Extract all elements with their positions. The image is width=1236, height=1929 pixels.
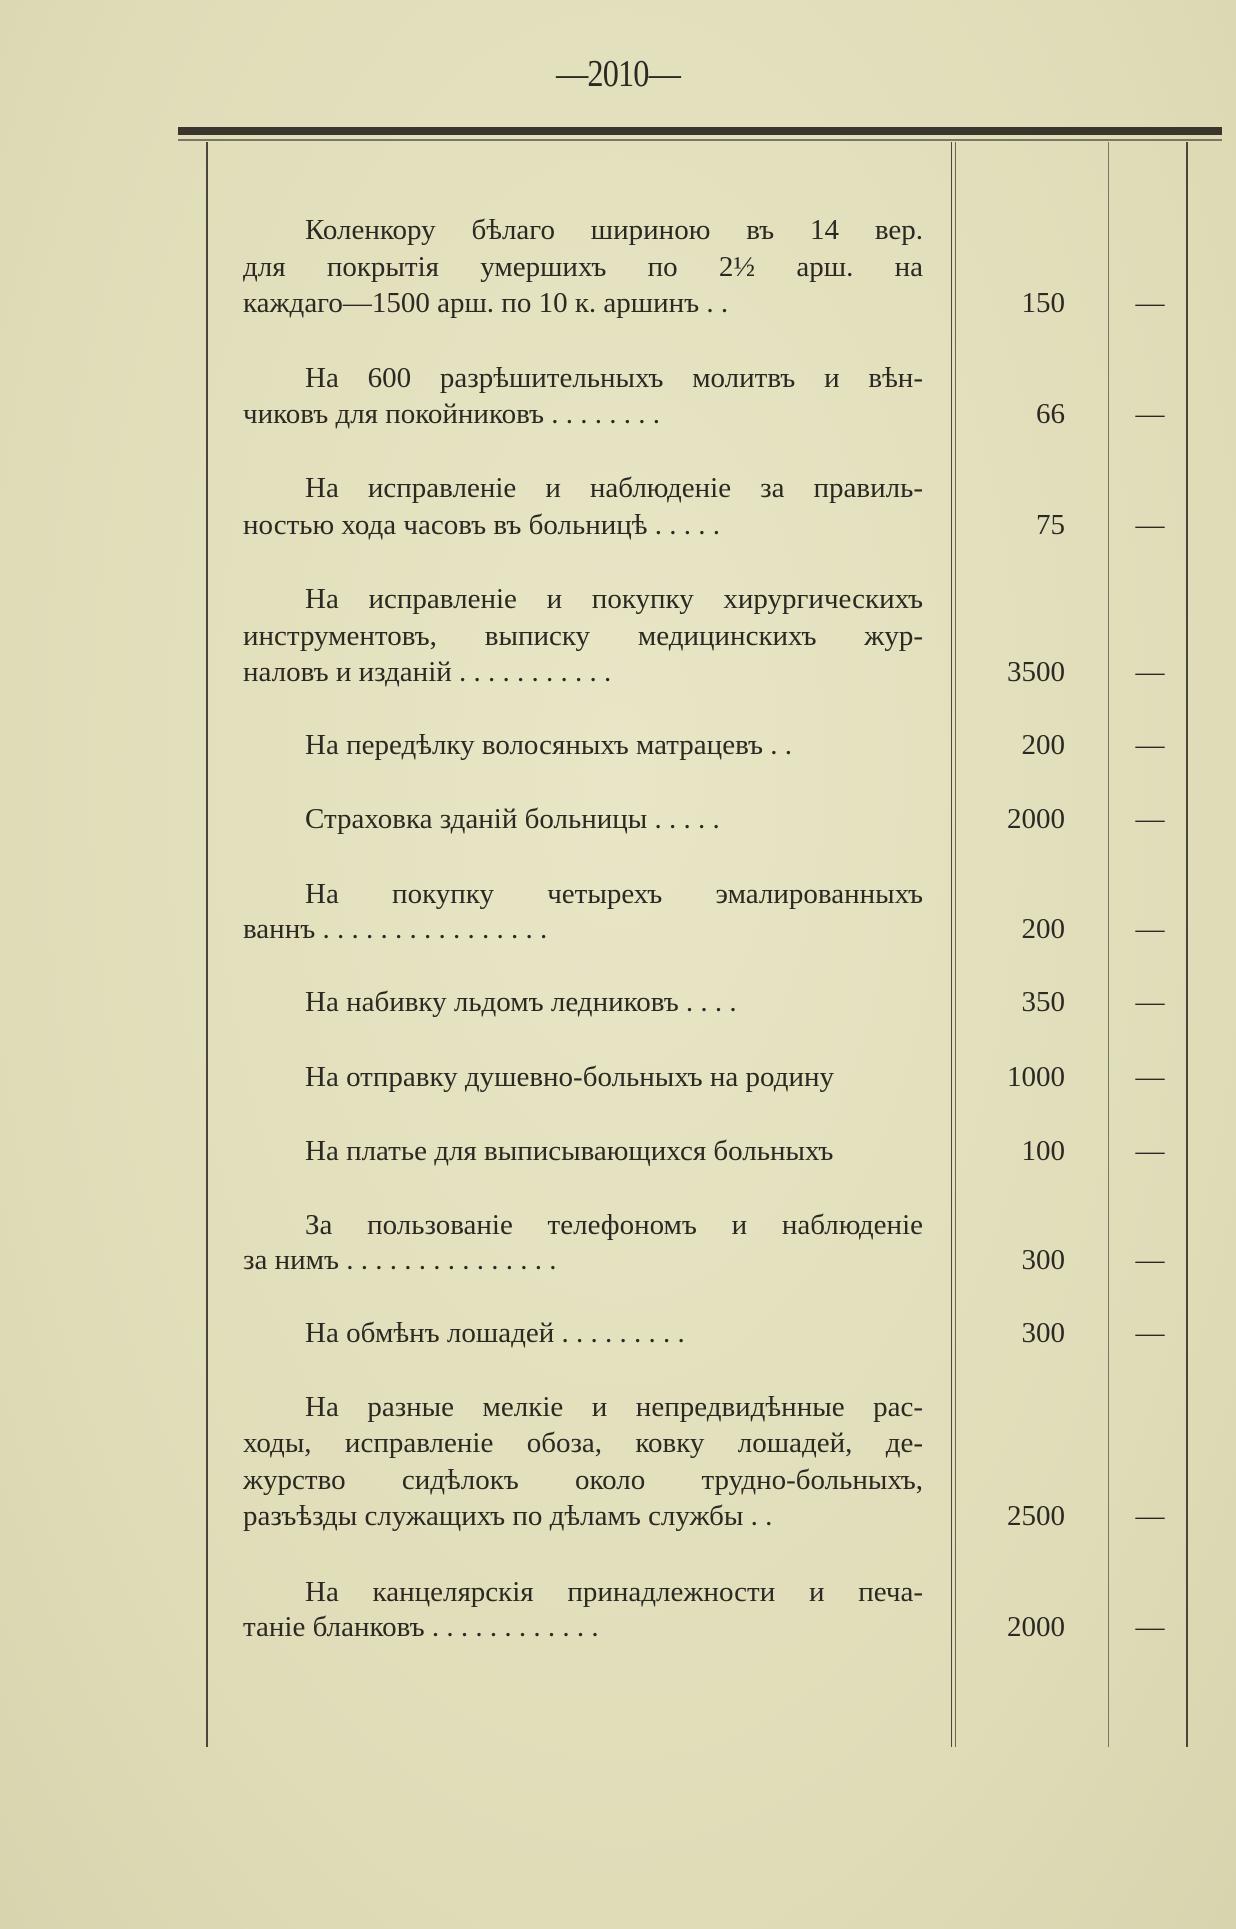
item-text-line: чиковъ для покойниковъ . . . . . . . . (243, 398, 661, 430)
amount-kopecks: — (1135, 1061, 1165, 1093)
item-text-line: каждаго—1500 арш. по 10 к. аршинъ . . (243, 287, 729, 319)
item-text-line: На платье для выписывающихся больныхъ (305, 1135, 834, 1167)
amount-rubles: 1000 (1007, 1061, 1065, 1093)
amount-rubles: 150 (1021, 287, 1065, 319)
amount-kopecks: — (1135, 1135, 1165, 1167)
amount-rubles: 300 (1021, 1244, 1065, 1276)
left-border (206, 142, 208, 1747)
item-text-line: Страховка зданій больницы . . . . . (305, 803, 720, 835)
item-text-line: На 600 разрѣшительныхъ молитвъ и вѣн- (305, 362, 923, 394)
amount-kopecks: — (1135, 1317, 1165, 1349)
amount-kopecks: — (1135, 509, 1165, 541)
item-text-line: ваннъ . . . . . . . . . . . . . . . . (243, 913, 548, 945)
amount-rubles: 66 (1036, 398, 1065, 430)
amount-kopecks: — (1135, 656, 1165, 688)
item-text-line: На набивку льдомъ ледниковъ . . . . (305, 986, 737, 1018)
amount-rubles: 2500 (1007, 1500, 1065, 1532)
item-text-line: На передѣлку волосяныхъ матрацевъ . . (305, 729, 793, 761)
amount-kopecks: — (1135, 1500, 1165, 1532)
amount-column-divider (951, 142, 952, 1747)
amount-kopecks: — (1135, 398, 1165, 430)
item-text-line: На покупку четырехъ эмалированныхъ (305, 878, 923, 910)
item-text-line: разъѣзды служащихъ по дѣламъ службы . . (243, 1500, 773, 1532)
item-text-line: На обмѣнъ лошадей . . . . . . . . . (305, 1317, 685, 1349)
amount-rubles: 3500 (1007, 656, 1065, 688)
amount-rubles: 200 (1021, 913, 1065, 945)
amount-kopecks: — (1135, 803, 1165, 835)
item-text-line: На канцелярскія принадлежности и печа- (305, 1576, 923, 1608)
item-text-line: На разные мелкіе и непредвидѣнные рас- (305, 1391, 923, 1423)
item-text-line: инструментовъ, выписку медицинскихъ жур- (243, 620, 923, 652)
amount-rubles: 300 (1021, 1317, 1065, 1349)
amount-kopecks: — (1135, 986, 1165, 1018)
amount-kopecks: — (1135, 1611, 1165, 1643)
item-text-line: для покрытія умершихъ по 2½ арш. на (243, 251, 923, 283)
amount-kopecks: — (1135, 729, 1165, 761)
item-text-line: таніе бланковъ . . . . . . . . . . . . (243, 1611, 599, 1643)
amount-rubles: 100 (1021, 1135, 1065, 1167)
item-text-line: На исправленіе и наблюденіе за правиль- (305, 472, 923, 504)
item-text-line: На исправленіе и покупку хирургическихъ (305, 583, 923, 615)
page-number: —2010— (555, 53, 681, 95)
item-text-line: ходы, исправленіе обоза, ковку лошадей, де- (243, 1427, 923, 1459)
amount-rubles: 200 (1021, 729, 1065, 761)
amount-kopecks: — (1135, 913, 1165, 945)
kopeck-column-divider (1108, 142, 1109, 1747)
item-text-line: ностью хода часовъ въ больницѣ . . . . . (243, 509, 720, 541)
amount-rubles: 2000 (1007, 803, 1065, 835)
item-text-line: наловъ и изданій . . . . . . . . . . . (243, 656, 612, 688)
amount-rubles: 350 (1021, 986, 1065, 1018)
item-text-line: За пользованіе телефономъ и наблюденіе (305, 1209, 923, 1241)
right-border (1186, 142, 1188, 1747)
header-rule (178, 127, 1222, 135)
item-text-line: На отправку душевно-больныхъ на родину (305, 1061, 835, 1093)
item-text-line: за нимъ . . . . . . . . . . . . . . . (243, 1244, 557, 1276)
item-text-line: журство сидѣлокъ около трудно-больныхъ, (243, 1464, 923, 1496)
amount-rubles: 2000 (1007, 1611, 1065, 1643)
amount-rubles: 75 (1036, 509, 1065, 541)
amount-kopecks: — (1135, 1244, 1165, 1276)
item-text-line: Коленкору бѣлаго шириною въ 14 вер. (305, 214, 923, 246)
header-rule-thin (178, 139, 1222, 141)
amount-kopecks: — (1135, 287, 1165, 319)
